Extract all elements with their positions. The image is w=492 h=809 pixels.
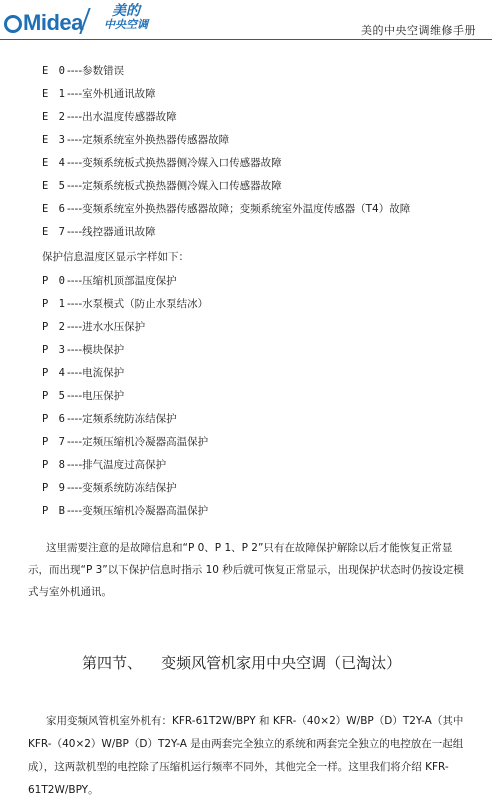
protect-code: P 4 [42, 367, 67, 379]
section-body-paragraph: 家用变频风管机室外机有：KFR-61T2W/BPY 和 KFR-（40×2）W/BP（D）T2Y-A（其中 KFR-（40×2）W/BP（D）T2Y-A 是由两套完全独立的系统和两套完全独立的电控放在一起组成），这两款机型的电控除了压缩机运行频率不同外，其他完全一样。这里我们将介绍 KFR-61T2W/BPY。 [28, 715, 464, 796]
protect-code: P 2 [42, 321, 67, 333]
error-desc: ----定频系统室外换热器传感器故障 [66, 134, 230, 146]
protect-code: P 8 [42, 459, 67, 471]
protect-code-item [42, 454, 208, 477]
error-code: E 3 [42, 134, 67, 146]
protect-code: P 3 [42, 344, 67, 356]
brand-line2: 中央空调 [104, 18, 148, 31]
protect-code: P 1 [42, 298, 67, 310]
protect-code-item [42, 385, 208, 408]
protect-desc: ----变频压缩机冷凝器高温保护 [66, 505, 209, 517]
note-paragraph: 这里需要注意的是故障信息和“P 0、P 1、P 2”只有在故障保护解除以后才能恢复正常显示，而出现“P 3”以下保护信息时指示 10 秒后就可恢复正常显示，出现保护状态时仍按设定模式与室外机通讯。 [28, 542, 464, 598]
error-code: E 7 [42, 226, 67, 238]
protect-code-item [42, 500, 208, 523]
protect-code: P B [42, 505, 67, 517]
protect-desc: ----电流保护 [66, 367, 125, 379]
error-code-item [42, 60, 410, 83]
protect-desc: ----定频系统防冻结保护 [66, 413, 177, 425]
protect-code-item [42, 270, 208, 293]
protect-code: P 6 [42, 413, 67, 425]
error-desc: ----室外机通讯故障 [66, 88, 156, 100]
protect-code-item [42, 477, 208, 500]
error-code: E 0 [42, 65, 67, 77]
manual-title: 美的中央空调维修手册 [361, 24, 476, 37]
error-code-item [42, 152, 410, 175]
protect-desc: ----定频压缩机冷凝器高温保护 [66, 436, 209, 448]
header-divider [0, 39, 492, 40]
protect-desc: ----水泵模式（防止水泵结冰） [66, 298, 209, 310]
protect-code-item [42, 362, 208, 385]
error-code-item [42, 198, 410, 221]
error-desc: ----线控器通讯故障 [66, 226, 156, 238]
protect-code-item [42, 316, 208, 339]
protect-code: P 9 [42, 482, 67, 494]
error-code-item [42, 83, 410, 106]
error-code-item [42, 106, 410, 129]
error-desc: ----参数错误 [66, 65, 125, 77]
protect-code-item [42, 408, 208, 431]
error-code-item [42, 221, 410, 244]
protect-code-item [42, 431, 208, 454]
error-code-list [42, 60, 410, 244]
brand-logo [96, 4, 156, 32]
protect-desc: ----变频系统防冻结保护 [66, 482, 177, 494]
protect-code: P 5 [42, 390, 67, 402]
error-code: E 2 [42, 111, 67, 123]
error-code: E 6 [42, 203, 67, 215]
protect-desc: ----压缩机顶部温度保护 [66, 275, 177, 287]
protect-code-item [42, 339, 208, 362]
error-desc: ----出水温度传感器故障 [66, 111, 177, 123]
error-desc: ----定频系统板式换热器侧冷媒入口传感器故障 [66, 180, 282, 192]
page-header [0, 0, 492, 40]
error-code-item [42, 175, 410, 198]
protect-code: P 0 [42, 275, 67, 287]
error-code: E 4 [42, 157, 67, 169]
protect-code-list [42, 270, 208, 523]
section-heading: 第四节、 变频风管机家用中央空调（已淘汰） [82, 654, 402, 672]
midea-logo-mark-icon [4, 15, 22, 33]
error-desc: ----变频系统板式换热器侧冷媒入口传感器故障 [66, 157, 282, 169]
error-code: E 1 [42, 88, 67, 100]
midea-logo [4, 10, 83, 36]
protect-desc: ----模块保护 [66, 344, 125, 356]
protect-code: P 7 [42, 436, 67, 448]
protect-desc: ----电压保护 [66, 390, 125, 402]
protect-list-heading: 保护信息温度区显示字样如下： [42, 251, 189, 263]
logo-text: Midea [23, 10, 83, 35]
brand-line1: 美的 [112, 3, 140, 19]
protect-desc: ----进水水压保护 [66, 321, 146, 333]
protect-code-item [42, 293, 208, 316]
protect-desc: ----排气温度过高保护 [66, 459, 167, 471]
error-code-item [42, 129, 410, 152]
error-desc: ----变频系统室外换热器传感器故障；变频系统室外温度传感器（T4）故障 [66, 203, 411, 215]
error-code: E 5 [42, 180, 67, 192]
